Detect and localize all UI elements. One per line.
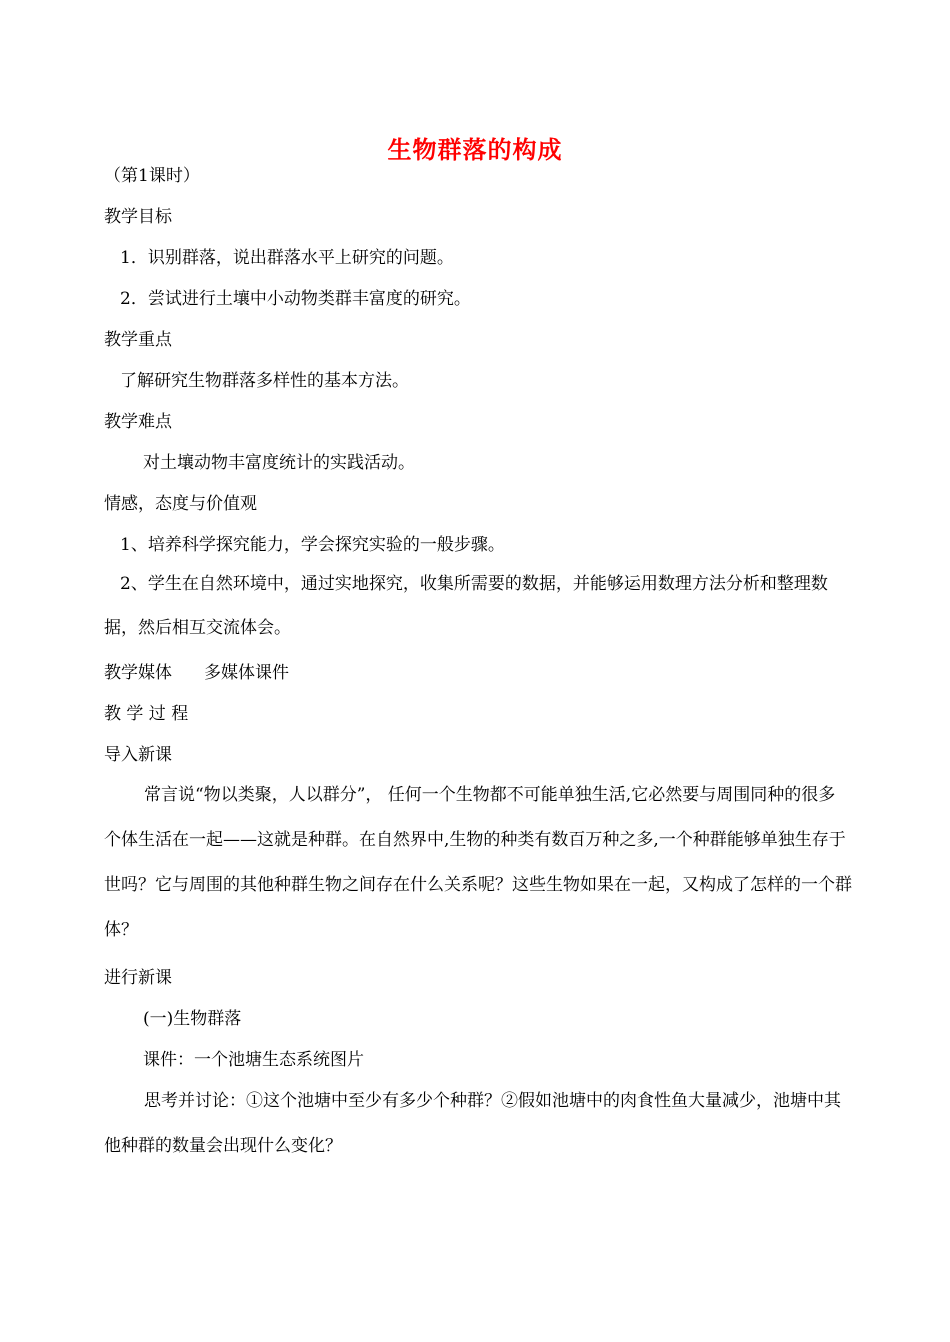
discussion-paragraph: 思考并讨论：①这个池塘中至少有多少个种群？②假如池塘中的肉食性鱼大量减少，池塘中其他种群的数量会出现什么变化？ — [104, 1091, 841, 1156]
lesson-period: （第1课时） — [104, 166, 200, 186]
media-heading: 教学媒体 — [104, 663, 172, 683]
objectives-heading: 教学目标 — [104, 207, 172, 227]
values-heading: 情感，态度与价值观 — [104, 494, 257, 514]
intro-paragraph: 常言说“物以类聚，人以群分”， 任何一个生物都不可能单独生活,它必然要与周围同种的很多个体生活在一起——这就是种群。在自然界中,生物的种类有数百万种之多,一个种群能够单独生存于世吗？它与周围的其他种群生物之间存在什么关系呢？这些生物如果在一起，又构成了怎样的一个群体？ — [104, 785, 852, 940]
objective-item: 2．尝试进行土壤中小动物类群丰富度的研究。 — [120, 289, 471, 309]
values-item: 1、培养科学探究能力，学会探究实验的一般步骤。 — [120, 535, 505, 555]
courseware-text: 课件：一个池塘生态系统图片 — [143, 1050, 364, 1070]
key-points-heading: 教学重点 — [104, 330, 172, 350]
objective-item: 1．识别群落，说出群落水平上研究的问题。 — [120, 248, 454, 268]
media-value: 多媒体课件 — [204, 663, 289, 683]
difficulties-text: 对土壤动物丰富度统计的实践活动。 — [143, 453, 415, 473]
new-lesson-heading: 进行新课 — [104, 968, 172, 988]
process-heading: 教 学 过 程 — [104, 704, 189, 724]
intro-heading: 导入新课 — [104, 745, 172, 765]
media-row — [104, 661, 854, 685]
difficulties-heading: 教学难点 — [104, 412, 172, 432]
document-title: 生物群落的构成 — [387, 135, 563, 164]
key-points-text: 了解研究生物群落多样性的基本方法。 — [120, 371, 409, 391]
values-item: 2、学生在自然环境中，通过实地探究，收集所需要的数据，并能够运用数理方法分析和整理数据，然后相互交流体会。 — [104, 574, 828, 638]
section-heading: (一)生物群落 — [143, 1009, 242, 1029]
